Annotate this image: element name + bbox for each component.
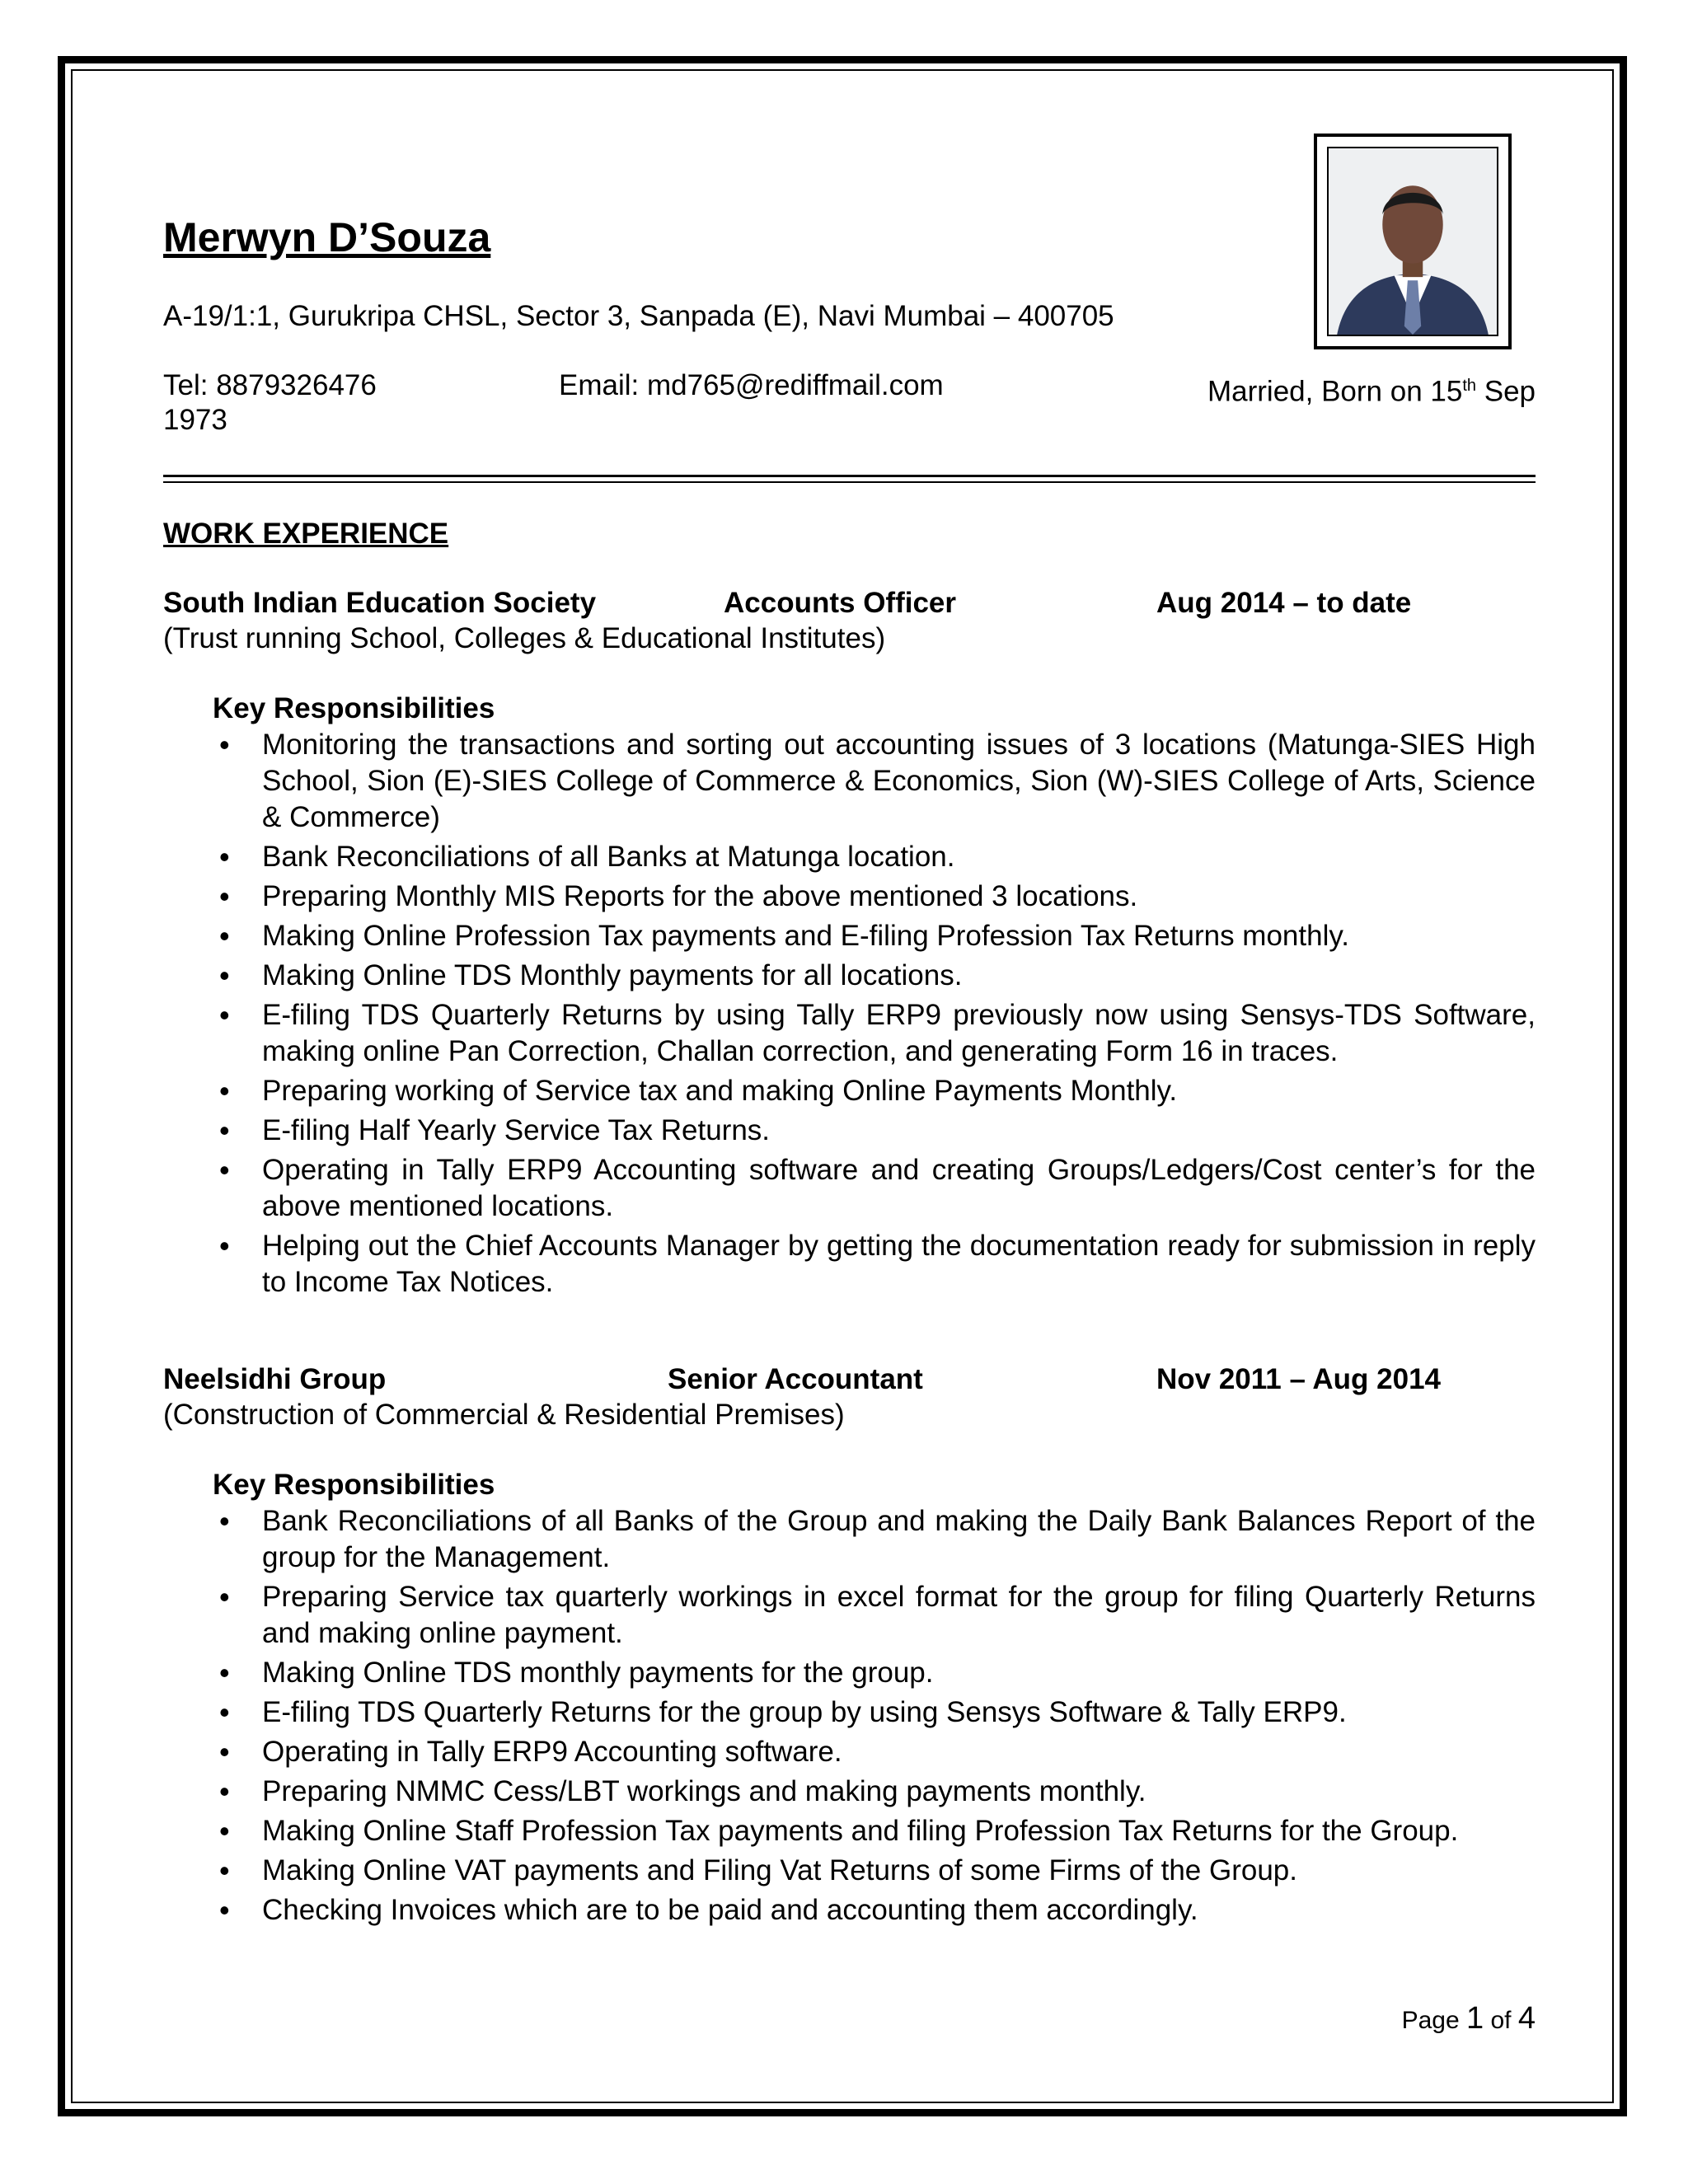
job-period: Nov 2011 – Aug 2014 [1156,1363,1442,1395]
list-item: • Preparing Monthly MIS Reports for the above mentioned 3 locations. [213,879,1536,915]
personal-info: Married, Born on 15th Sep [1207,375,1536,408]
list-item: • Making Online Staff Profession Tax payments and filing Profession Tax Returns for the Group. [213,1813,1536,1849]
responsibility-list [213,727,1536,1304]
list-item: • Preparing NMMC Cess/LBT workings and making payments monthly. [213,1774,1536,1810]
list-item: • Operating in Tally ERP9 Accounting software. [213,1734,1536,1770]
company-name: Neelsidhi Group [163,1363,387,1395]
resume-content [163,0,1536,2184]
list-item: • E-filing TDS Quarterly Returns for the group by using Sensys Software & Tally ERP9. [213,1694,1536,1731]
list-item: • Making Online VAT payments and Filing Vat Returns of some Firms of the Group. [213,1853,1536,1889]
list-item: • E-filing TDS Quarterly Returns by using Tally ERP9 previously now using Sensys-TDS Software, making online Pan Correction, Challan correction, and generating Form 16 in traces. [213,997,1536,1070]
list-item: • Checking Invoices which are to be paid and accounting them accordingly. [213,1892,1536,1929]
list-item: • E-filing Half Yearly Service Tax Returns. [213,1113,1536,1149]
list-item: • Making Online TDS monthly payments for the group. [213,1655,1536,1691]
company-description: (Construction of Commercial & Residential Premises) [163,1399,845,1431]
key-responsibilities-label: Key Responsibilities [213,692,495,724]
company-name: South Indian Education Society [163,587,597,619]
list-item: • Bank Reconciliations of all Banks of the Group and making the Daily Bank Balances Report of the group for the Management. [213,1503,1536,1576]
responsibility-list [213,1503,1536,1932]
list-item: • Preparing Service tax quarterly workings in excel format for the group for filing Quarterly Returns and making online payment. [213,1579,1536,1652]
job-role: Accounts Officer [724,587,956,619]
company-description: (Trust running School, Colleges & Educational Institutes) [163,622,886,654]
job-role: Senior Accountant [668,1363,923,1395]
key-responsibilities-label: Key Responsibilities [213,1469,495,1501]
list-item: • Preparing working of Service tax and making Online Payments Monthly. [213,1073,1536,1109]
job-period: Aug 2014 – to date [1156,587,1412,619]
phone: Tel: 8879326476 [163,369,377,401]
candidate-name: Merwyn D’Souza [163,214,491,260]
list-item: • Bank Reconciliations of all Banks at Matunga location. [213,839,1536,875]
page-number: Page 1 of 4 [1401,2001,1536,2036]
list-item: • Making Online Profession Tax payments and E-filing Profession Tax Returns monthly. [213,918,1536,954]
email: Email: md765@rediffmail.com [559,369,944,401]
list-item: • Monitoring the transactions and sorting out accounting issues of 3 locations (Matunga-SIES High School, Sion (E)-SIES College of Commerce & Economics, Sion (W)-SIES College of Arts, Science & Commerce) [213,727,1536,836]
address: A-19/1:1, Gurukripa CHSL, Sector 3, Sanpada (E), Navi Mumbai – 400705 [163,300,1114,332]
birth-year: 1973 [163,404,227,436]
list-item: • Making Online TDS Monthly payments for all locations. [213,958,1536,994]
section-title: WORK EXPERIENCE [163,518,449,550]
list-item: • Helping out the Chief Accounts Manager by getting the documentation ready for submission in reply to Income Tax Notices. [213,1228,1536,1301]
divider [163,475,1536,477]
divider [163,481,1536,483]
list-item: • Operating in Tally ERP9 Accounting software and creating Groups/Ledgers/Cost center’s for the above mentioned locations. [213,1152,1536,1225]
